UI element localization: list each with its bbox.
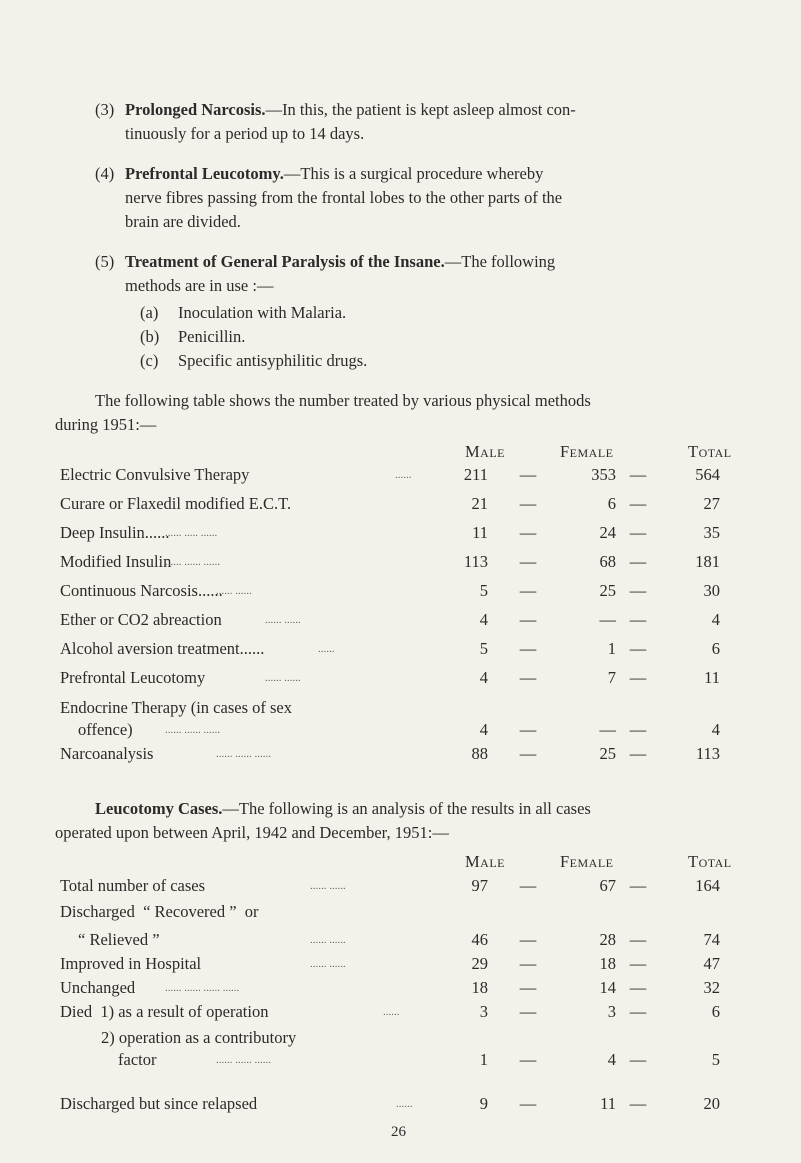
cell-male: 5 [479,639,488,658]
dash: — [629,639,647,658]
leader-dots: ...... ...... ...... [165,556,220,568]
row-label: Alcohol aversion treatment...... [60,639,265,658]
leader-dots: ...... ...... [310,934,346,946]
row-label: Discharged but since relapsed [60,1094,258,1113]
dash: — [519,930,537,949]
table-row [0,930,801,954]
table-row [0,720,801,744]
discharged-label-1: Discharged “ Recovered ” or [60,902,259,921]
cell-total: 4 [711,720,720,739]
dash: — [519,1050,537,1069]
row-label: Improved in Hospital [60,954,202,973]
cell-male: 21 [471,494,488,513]
section-4-line-1 [125,162,543,186]
dash: — [629,1094,647,1113]
dash: — [629,610,647,629]
row-label: Died 1) as a result of operation [60,1002,269,1021]
cell-male: 113 [463,552,488,571]
table-row [0,1002,801,1026]
cell-total: 74 [703,930,720,949]
row-label: Unchanged [60,978,136,997]
dash: — [629,1002,647,1021]
dash: — [629,930,647,949]
cell-female: 1 [607,639,616,658]
table-row [0,744,801,768]
leader-dots: ...... [396,1098,413,1110]
cell-total: 20 [703,1094,720,1113]
table2-header-female: Female [560,852,614,871]
dash: — [519,465,537,484]
table1-intro-1: The following table shows the number treated by various physical methods [95,391,591,410]
cell-total: 6 [711,639,720,658]
cell-female: 25 [599,581,616,600]
table2-header-male: Male [465,852,505,871]
method-c-mark: (c) [140,351,159,370]
table-row [0,465,801,489]
cell-female: 11 [600,1094,616,1113]
row-label: Total number of cases [60,876,206,895]
cell-male: 9 [479,1094,488,1113]
section-3-num: (3) [95,100,115,119]
cell-male: 97 [471,876,488,895]
leader-dots: ...... ...... [310,958,346,970]
cell-male: 3 [479,1002,488,1021]
cell-total: 164 [695,876,720,895]
dash: — [629,552,647,571]
leader-dots: ...... ..... ...... [165,527,218,539]
dash: — [629,876,647,895]
cell-female: 3 [607,1002,616,1021]
cell-total: 30 [703,581,720,600]
leucotomy-text-2: operated upon between April, 1942 and December, 1951:— [55,823,449,842]
cell-female: 353 [591,465,616,484]
cell-total: 6 [711,1002,720,1021]
table-row [0,954,801,978]
dash: — [519,978,537,997]
section-5-num: (5) [95,252,115,271]
cell-female: 25 [599,744,616,763]
dash: — [519,876,537,895]
row-label: Prefrontal Leucotomy [60,668,206,687]
row-label: Modified Insulin [60,552,172,571]
dash: — [629,954,647,973]
dash: — [629,668,647,687]
method-b-text: Penicillin. [178,327,246,346]
cell-male: 46 [471,930,488,949]
dash: — [629,523,647,542]
page-number: 26 [391,1124,406,1140]
cell-total: 35 [703,523,720,542]
dash: — [629,1050,647,1069]
cell-total: 4 [711,610,720,629]
section-4-text-3: brain are divided. [125,212,241,231]
cell-female: 18 [599,954,616,973]
leucotomy-line-1 [95,797,591,821]
dash: — [519,639,537,658]
table1-intro-2: during 1951:— [55,415,157,434]
table-row [0,610,801,634]
section-3-text-1: —In this, the patient is kept asleep almost con- [265,100,576,119]
leader-dots: ...... ...... ...... ...... [165,982,240,994]
cell-total: 5 [711,1050,720,1069]
leader-dots: ...... ...... [265,614,301,626]
row-label: “ Relieved ” [78,930,160,949]
table-row [0,523,801,547]
leader-dots: ...... [383,1006,400,1018]
row-label: Deep Insulin...... [60,523,170,542]
cell-male: 88 [471,744,488,763]
cell-male: 4 [479,668,488,687]
endocrine-label-1: Endocrine Therapy (in cases of sex [60,698,292,717]
cell-male: 5 [479,581,488,600]
row-label: factor [118,1050,157,1069]
dash: — [519,668,537,687]
leader-dots: ...... ...... ...... [216,748,271,760]
dash: — [519,552,537,571]
cell-male: 211 [463,465,488,484]
table-row [0,668,801,692]
dash: — [629,581,647,600]
section-4-text-2: nerve fibres passing from the frontal lobes to the other parts of the [125,188,563,207]
section-3-title: Prolonged Narcosis. [125,100,266,119]
cell-total: 47 [703,954,720,973]
table2-header-total: Total [688,852,732,871]
section-4-title: Prefrontal Leucotomy. [125,164,284,183]
row-label: Continuous Narcosis...... [60,581,223,600]
cell-female: 67 [599,876,616,895]
cell-male: 1 [479,1050,488,1069]
table-row [0,1094,801,1118]
table-row [0,494,801,518]
dash: — [629,465,647,484]
section-5-line-1 [125,250,555,274]
cell-total: 11 [704,668,720,687]
leader-dots: ...... [318,643,335,655]
cell-female: 28 [599,930,616,949]
dash: — [519,494,537,513]
row-label: Narcoanalysis [60,744,154,763]
dash: — [519,954,537,973]
row-label: Electric Convulsive Therapy [60,465,250,484]
dash: — [519,720,537,739]
row-label: Ether or CO2 abreaction [60,610,222,629]
method-b-mark: (b) [140,327,160,346]
table-row [0,552,801,576]
cell-female: — [599,610,616,629]
leader-dots: ...... ...... [265,672,301,684]
cell-total: 181 [695,552,720,571]
row-label: Curare or Flaxedil modified E.C.T. [60,494,292,513]
dash: — [519,1094,537,1113]
leader-dots: ...... ...... ...... [216,1054,271,1066]
cell-male: 29 [471,954,488,973]
cell-female: 4 [607,1050,616,1069]
cell-male: 4 [479,610,488,629]
dash: — [629,720,647,739]
cell-female: — [599,720,616,739]
cell-total: 32 [703,978,720,997]
section-3-text-2: tinuously for a period up to 14 days. [125,124,365,143]
method-a-mark: (a) [140,303,159,322]
cell-male: 11 [472,523,488,542]
cell-total: 113 [695,744,720,763]
section-3-line-1 [125,98,576,122]
method-c-text: Specific antisyphilitic drugs. [178,351,368,370]
dash: — [629,978,647,997]
cell-male: 4 [479,720,488,739]
table1-header-total: Total [688,442,732,461]
dash: — [519,1002,537,1021]
dash: — [519,744,537,763]
died2-label-1: 2) operation as a contributory [101,1028,297,1047]
cell-female: 6 [607,494,616,513]
table-row [0,876,801,900]
row-label: offence) [78,720,133,739]
table1-header-female: Female [560,442,614,461]
cell-female: 24 [599,523,616,542]
dash: — [519,581,537,600]
dash: — [629,494,647,513]
cell-total: 27 [703,494,720,513]
dash: — [519,610,537,629]
section-5-title: Treatment of General Paralysis of the Insane. [125,252,445,271]
section-5-text-1: —The following [444,252,556,271]
table-row [0,639,801,663]
table-row [0,978,801,1002]
cell-female: 14 [599,978,616,997]
table1-header-male: Male [465,442,505,461]
leader-dots: ...... ...... [216,585,252,597]
table-row [0,1050,801,1074]
cell-male: 18 [471,978,488,997]
section-5-text-2: methods are in use :— [125,276,274,295]
method-a-text: Inoculation with Malaria. [178,303,347,322]
leader-dots: ...... ...... ...... [165,724,220,736]
section-4-num: (4) [95,164,115,183]
cell-total: 564 [695,465,720,484]
leucotomy-title: Leucotomy Cases. [95,799,223,818]
section-4-text-1: —This is a surgical procedure whereby [283,164,544,183]
cell-female: 7 [607,668,616,687]
dash: — [629,744,647,763]
leader-dots: ...... [395,469,412,481]
dash: — [519,523,537,542]
table-row [0,581,801,605]
leader-dots: ...... ...... [310,880,346,892]
cell-female: 68 [599,552,616,571]
leucotomy-text-1: —The following is an analysis of the results in all cases [222,799,591,818]
